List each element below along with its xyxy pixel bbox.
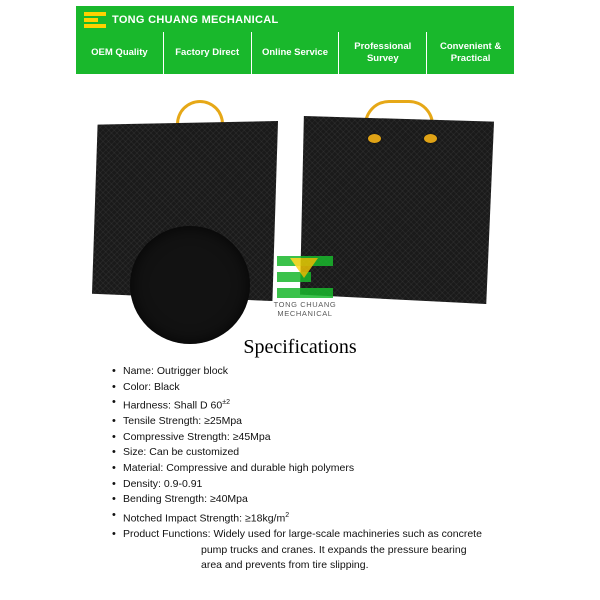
spec-compressive-strength-value: ≥45Mpa [232,430,271,443]
rope-anchor-left-icon [368,134,381,143]
spec-size-label: Size: [123,446,147,459]
tc-logo-icon [84,12,106,28]
spec-hardness-tolerance: ±2 [222,399,230,407]
spec-hardness [112,395,572,414]
brand-row [76,6,514,31]
spec-bending-strength [112,492,572,508]
feature-row [76,32,514,74]
spec-product-functions-line1: Widely used for large-scale machineries such as concrete [213,527,482,540]
feature-online-service: Online Service [252,32,340,74]
spec-size [112,445,572,461]
spec-size-value: Can be customized [149,446,240,459]
spec-color-label: Color: [123,380,152,393]
spec-bending-strength-label: Bending Strength: [123,493,208,506]
spec-color [112,380,572,396]
spec-material-label: Material: [123,462,164,475]
spec-name-value: Outrigger block [156,365,229,377]
spec-product-functions [112,527,572,574]
spec-name-label: Name: [123,365,154,377]
page-title: Specifications [243,336,357,358]
spec-product-functions-line2: pump trucks and cranes. It expands the pressure bearing [201,543,467,556]
header-banner [76,6,514,74]
spec-material [112,461,572,477]
tc-watermark-icon [277,256,333,298]
outrigger-block-circle-recess [130,226,250,344]
rope-anchor-right-icon [424,134,437,143]
spec-density-label: Density: [123,477,161,490]
spec-tensile-strength-label: Tensile Strength: [123,415,202,428]
feature-factory-direct: Factory Direct [164,32,252,74]
spec-tensile-strength [112,414,572,430]
spec-bending-strength-value: ≥40Mpa [209,493,248,506]
feature-convenient-practical: Convenient & Practical [439,41,502,64]
spec-compressive-strength [112,430,572,446]
watermark-text: TONG CHUANG MECHANICAL [273,300,337,318]
rope-handle-left-icon [176,100,224,125]
spec-compressive-strength-label: Compressive Strength: [123,430,230,443]
spec-notched-impact-strength-unit-exp: 2 [285,511,290,519]
spec-hardness-label: Hardness: [123,399,171,412]
spec-material-value: Compressive and durable high polymers [166,462,355,475]
watermark [245,256,365,318]
spec-product-functions-label: Product Functions: [123,527,211,540]
spec-product-functions-line3: area and prevents from tire slipping. [201,559,369,572]
spec-density-value: 0.9-0.91 [163,477,203,490]
spec-density [112,477,572,493]
brand-name: TONG CHUANG MECHANICAL [112,14,279,26]
spec-color-value: Black [153,380,180,393]
spec-tensile-strength-value: ≥25Mpa [204,415,243,428]
specifications-list [112,364,572,574]
spec-notched-impact-strength [112,508,572,527]
spec-notched-impact-strength-label: Notched Impact Strength: [123,512,243,525]
spec-notched-impact-strength-value: ≥18kg/m [245,512,286,525]
feature-professional-survey: Professional Survey [339,32,427,74]
feature-oem-quality: OEM Quality [76,32,164,74]
spec-name [112,364,572,380]
spec-hardness-value: Shall D 60 [173,399,223,412]
